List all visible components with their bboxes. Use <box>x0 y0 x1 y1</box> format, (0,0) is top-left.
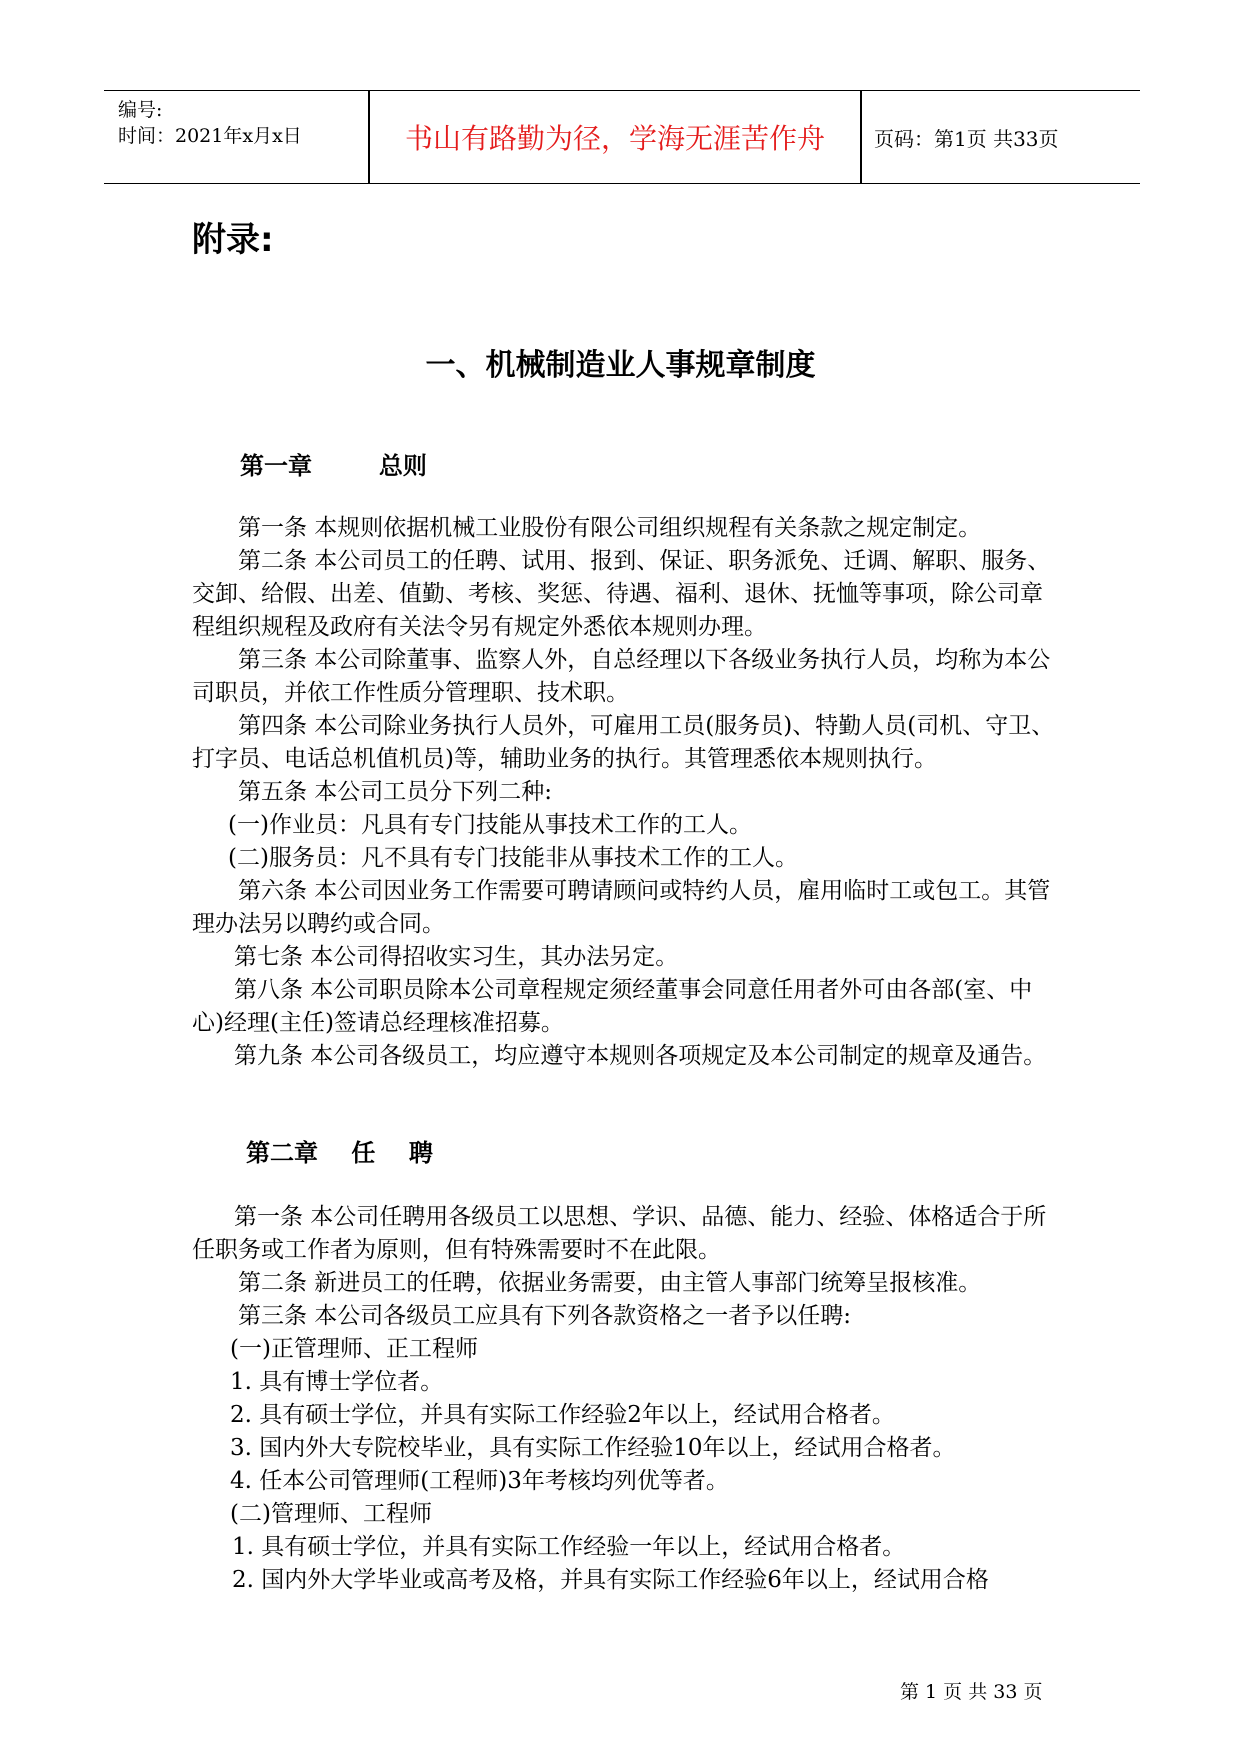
article-8: 第八条 本公司职员除本公司章程规定须经董事会同意任用者外可由各部(室、中心)经理(主任)签请总经理核准招募。 <box>192 977 1033 1036</box>
article-5-item-2: (二)服务员：凡不具有专门技能非从事技术工作的工人。 <box>228 845 798 871</box>
article-2: 第二条 本公司员工的任聘、试用、报到、保证、职务派免、迁调、解职、服务、交卸、给假、出差、值勤、考核、奖惩、待遇、福利、退休、抚恤等事项，除公司章程组织规程及政府有关法令另有规定外悉依本规则办理。 <box>192 548 1051 640</box>
time-label: 时间：2021年x月x日 <box>118 125 302 147</box>
article-7: 第七条 本公司得招收实习生，其办法另定。 <box>234 944 679 970</box>
article-9: 第九条 本公司各级员工，均应遵守本规则各项规定及本公司制定的规章及通告。 <box>234 1043 1047 1069</box>
list-item: 2. 具有硕士学位，并具有实际工作经验2年以上，经试用合格者。 <box>230 1402 895 1428</box>
list-heading: (一)正管理师、正工程师 <box>230 1336 478 1362</box>
list-item: 1. 具有硕士学位，并具有实际工作经验一年以上，经试用合格者。 <box>232 1534 906 1560</box>
list-item: 1. 具有博士学位者。 <box>230 1369 444 1395</box>
list-item: 2. 国内外大学毕业或高考及格，并具有实际工作经验6年以上，经试用合格 <box>232 1567 989 1593</box>
article-1: 第一条 本规则依据机械工业股份有限公司组织规程有关条款之规定制定。 <box>238 515 982 541</box>
list-item: 3. 国内外大专院校毕业，具有实际工作经验10年以上，经试用合格者。 <box>230 1435 956 1461</box>
chapter-1-title: 第一章 总则 <box>240 452 427 480</box>
article-5: 第五条 本公司工员分下列二种: <box>238 779 553 805</box>
article-3: 第三条 本公司除董事、监察人外，自总经理以下各级业务执行人员，均称为本公司职员，并依工作性质分管理职、技术职。 <box>192 647 1051 706</box>
document-title: 一、机械制造业人事规章制度 <box>425 348 816 383</box>
header-divider <box>860 91 862 183</box>
chapter-2-body <box>192 1201 1064 1597</box>
article-1: 第一条 本公司任聘用各级员工以思想、学识、品德、能力、经验、体格适合于所任职务或工作者为原则，但有特殊需要时不在此限。 <box>192 1204 1047 1263</box>
list-item: 4. 任本公司管理师(工程师)3年考核均列优等者。 <box>230 1468 729 1494</box>
page-header <box>104 90 1140 184</box>
header-meta <box>118 91 368 183</box>
article-3: 第三条 本公司各级员工应具有下列各款资格之一者予以任聘: <box>238 1303 852 1329</box>
page-footer: 第 1 页 共 33 页 <box>900 1681 1043 1703</box>
number-label: 编号: <box>118 99 163 121</box>
appendix-title: 附录: <box>192 220 274 260</box>
chapter-2-title: 第二章 任 聘 <box>246 1139 433 1167</box>
article-2: 第二条 新进员工的任聘，依据业务需要，由主管人事部门统筹呈报核准。 <box>238 1270 982 1296</box>
article-6: 第六条 本公司因业务工作需要可聘请顾问或特约人员，雇用临时工或包工。其管理办法另以聘约或合同。 <box>192 878 1051 937</box>
article-5-item-1: (一)作业员：凡具有专门技能从事技术工作的工人。 <box>228 812 752 838</box>
header-page-info: 页码：第1页 共33页 <box>874 126 1059 151</box>
article-4: 第四条 本公司除业务执行人员外，可雇用工员(服务员)、特勤人员(司机、守卫、打字员、电话总机值机员)等，辅助业务的执行。其管理悉依本规则执行。 <box>192 713 1055 772</box>
header-motto: 书山有路勤为径，学海无涯苦作舟 <box>404 122 825 155</box>
chapter-1-body <box>192 512 1064 1073</box>
list-heading: (二)管理师、工程师 <box>230 1501 432 1527</box>
